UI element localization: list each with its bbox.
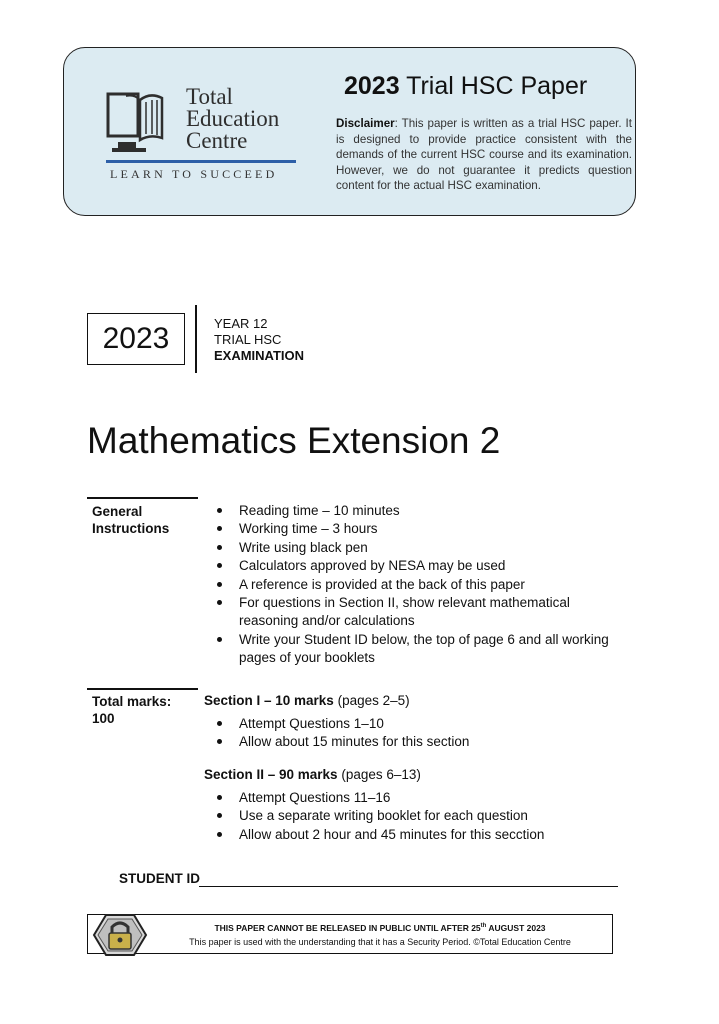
logo-word-education: Education (186, 106, 280, 131)
section1-title: Section I – 10 marks (204, 693, 334, 708)
section2-pages: (pages 6–13) (341, 767, 421, 782)
tec-logo (106, 84, 306, 184)
total-rule (87, 688, 198, 690)
disclaimer-text: : This paper is written as a trial HSC paper. It is designed to provide practice consistent with the demands of the current HSC course and its examination. However, we do not guarantee it predicts question content for the actual HSC examination. (336, 117, 632, 193)
list-item: Write your Student ID below, the top of page 6 and all working pages of your booklets (215, 631, 615, 668)
section1-list (215, 715, 615, 752)
logo-word-total: Total (186, 84, 233, 109)
section2-heading (204, 767, 421, 782)
section1-heading (204, 693, 410, 708)
year-divider (195, 305, 197, 373)
general-label-line1: General (92, 504, 143, 519)
list-item: Allow about 2 hour and 45 minutes for this secction (215, 826, 615, 844)
exam-type-examination: EXAMINATION (214, 348, 305, 363)
paper-title-year: 2023 (344, 72, 400, 100)
book-monitor-icon (106, 84, 186, 158)
disclaimer-label: Disclaimer (336, 117, 395, 130)
logo-underline (106, 160, 296, 163)
paper-title (344, 72, 587, 101)
logo-word-centre: Centre (186, 128, 248, 153)
exam-type (214, 316, 304, 364)
logo-tagline: LEARN TO SUCCEED (110, 167, 278, 181)
total-label-line1: Total marks: (92, 694, 172, 709)
general-label-line2: Instructions (92, 521, 170, 536)
list-item: Allow about 15 minutes for this section (215, 733, 615, 751)
list-item: A reference is provided at the back of this paper (215, 576, 615, 594)
security-footer (87, 914, 613, 954)
subject-title: Mathematics Extension 2 (87, 420, 501, 461)
section1-pages: (pages 2–5) (337, 693, 410, 708)
exam-type-trial: TRIAL HSC (214, 332, 282, 347)
general-rule (87, 497, 198, 499)
list-item: Working time – 3 hours (215, 520, 615, 538)
disclaimer (336, 116, 632, 194)
list-item: Attempt Questions 11–16 (215, 789, 615, 807)
total-marks-label (92, 693, 171, 727)
footer-security-text: This paper is used with the understanding that it has a Security Period. ©Total Education Centre (189, 937, 571, 947)
list-item: Calculators approved by NESA may be used (215, 557, 615, 575)
footer-release-notice: THIS PAPER CANNOT BE RELEASED IN PUBLIC UNTIL AFTER 25th AUGUST 2023 (214, 923, 546, 933)
exam-type-year: YEAR 12 (214, 316, 268, 331)
list-item: For questions in Section II, show relevant mathematical reasoning and/or calculations (215, 594, 615, 631)
student-id-label: STUDENT ID (119, 871, 200, 886)
section2-title: Section II – 90 marks (204, 767, 338, 782)
general-instructions-list (215, 502, 615, 668)
list-item: Attempt Questions 1–10 (215, 715, 615, 733)
list-item: Write using black pen (215, 539, 615, 557)
list-item: Use a separate writing booklet for each question (215, 807, 615, 825)
paper-title-rest: Trial HSC Paper (406, 72, 588, 100)
header-banner (63, 47, 636, 216)
list-item: Reading time – 10 minutes (215, 502, 615, 520)
total-label-line2: 100 (92, 711, 115, 726)
year-box: 2023 (87, 313, 185, 365)
general-instructions-label (92, 503, 169, 537)
padlock-icon (92, 913, 148, 957)
student-id-field[interactable] (199, 886, 618, 887)
section2-list (215, 789, 615, 844)
